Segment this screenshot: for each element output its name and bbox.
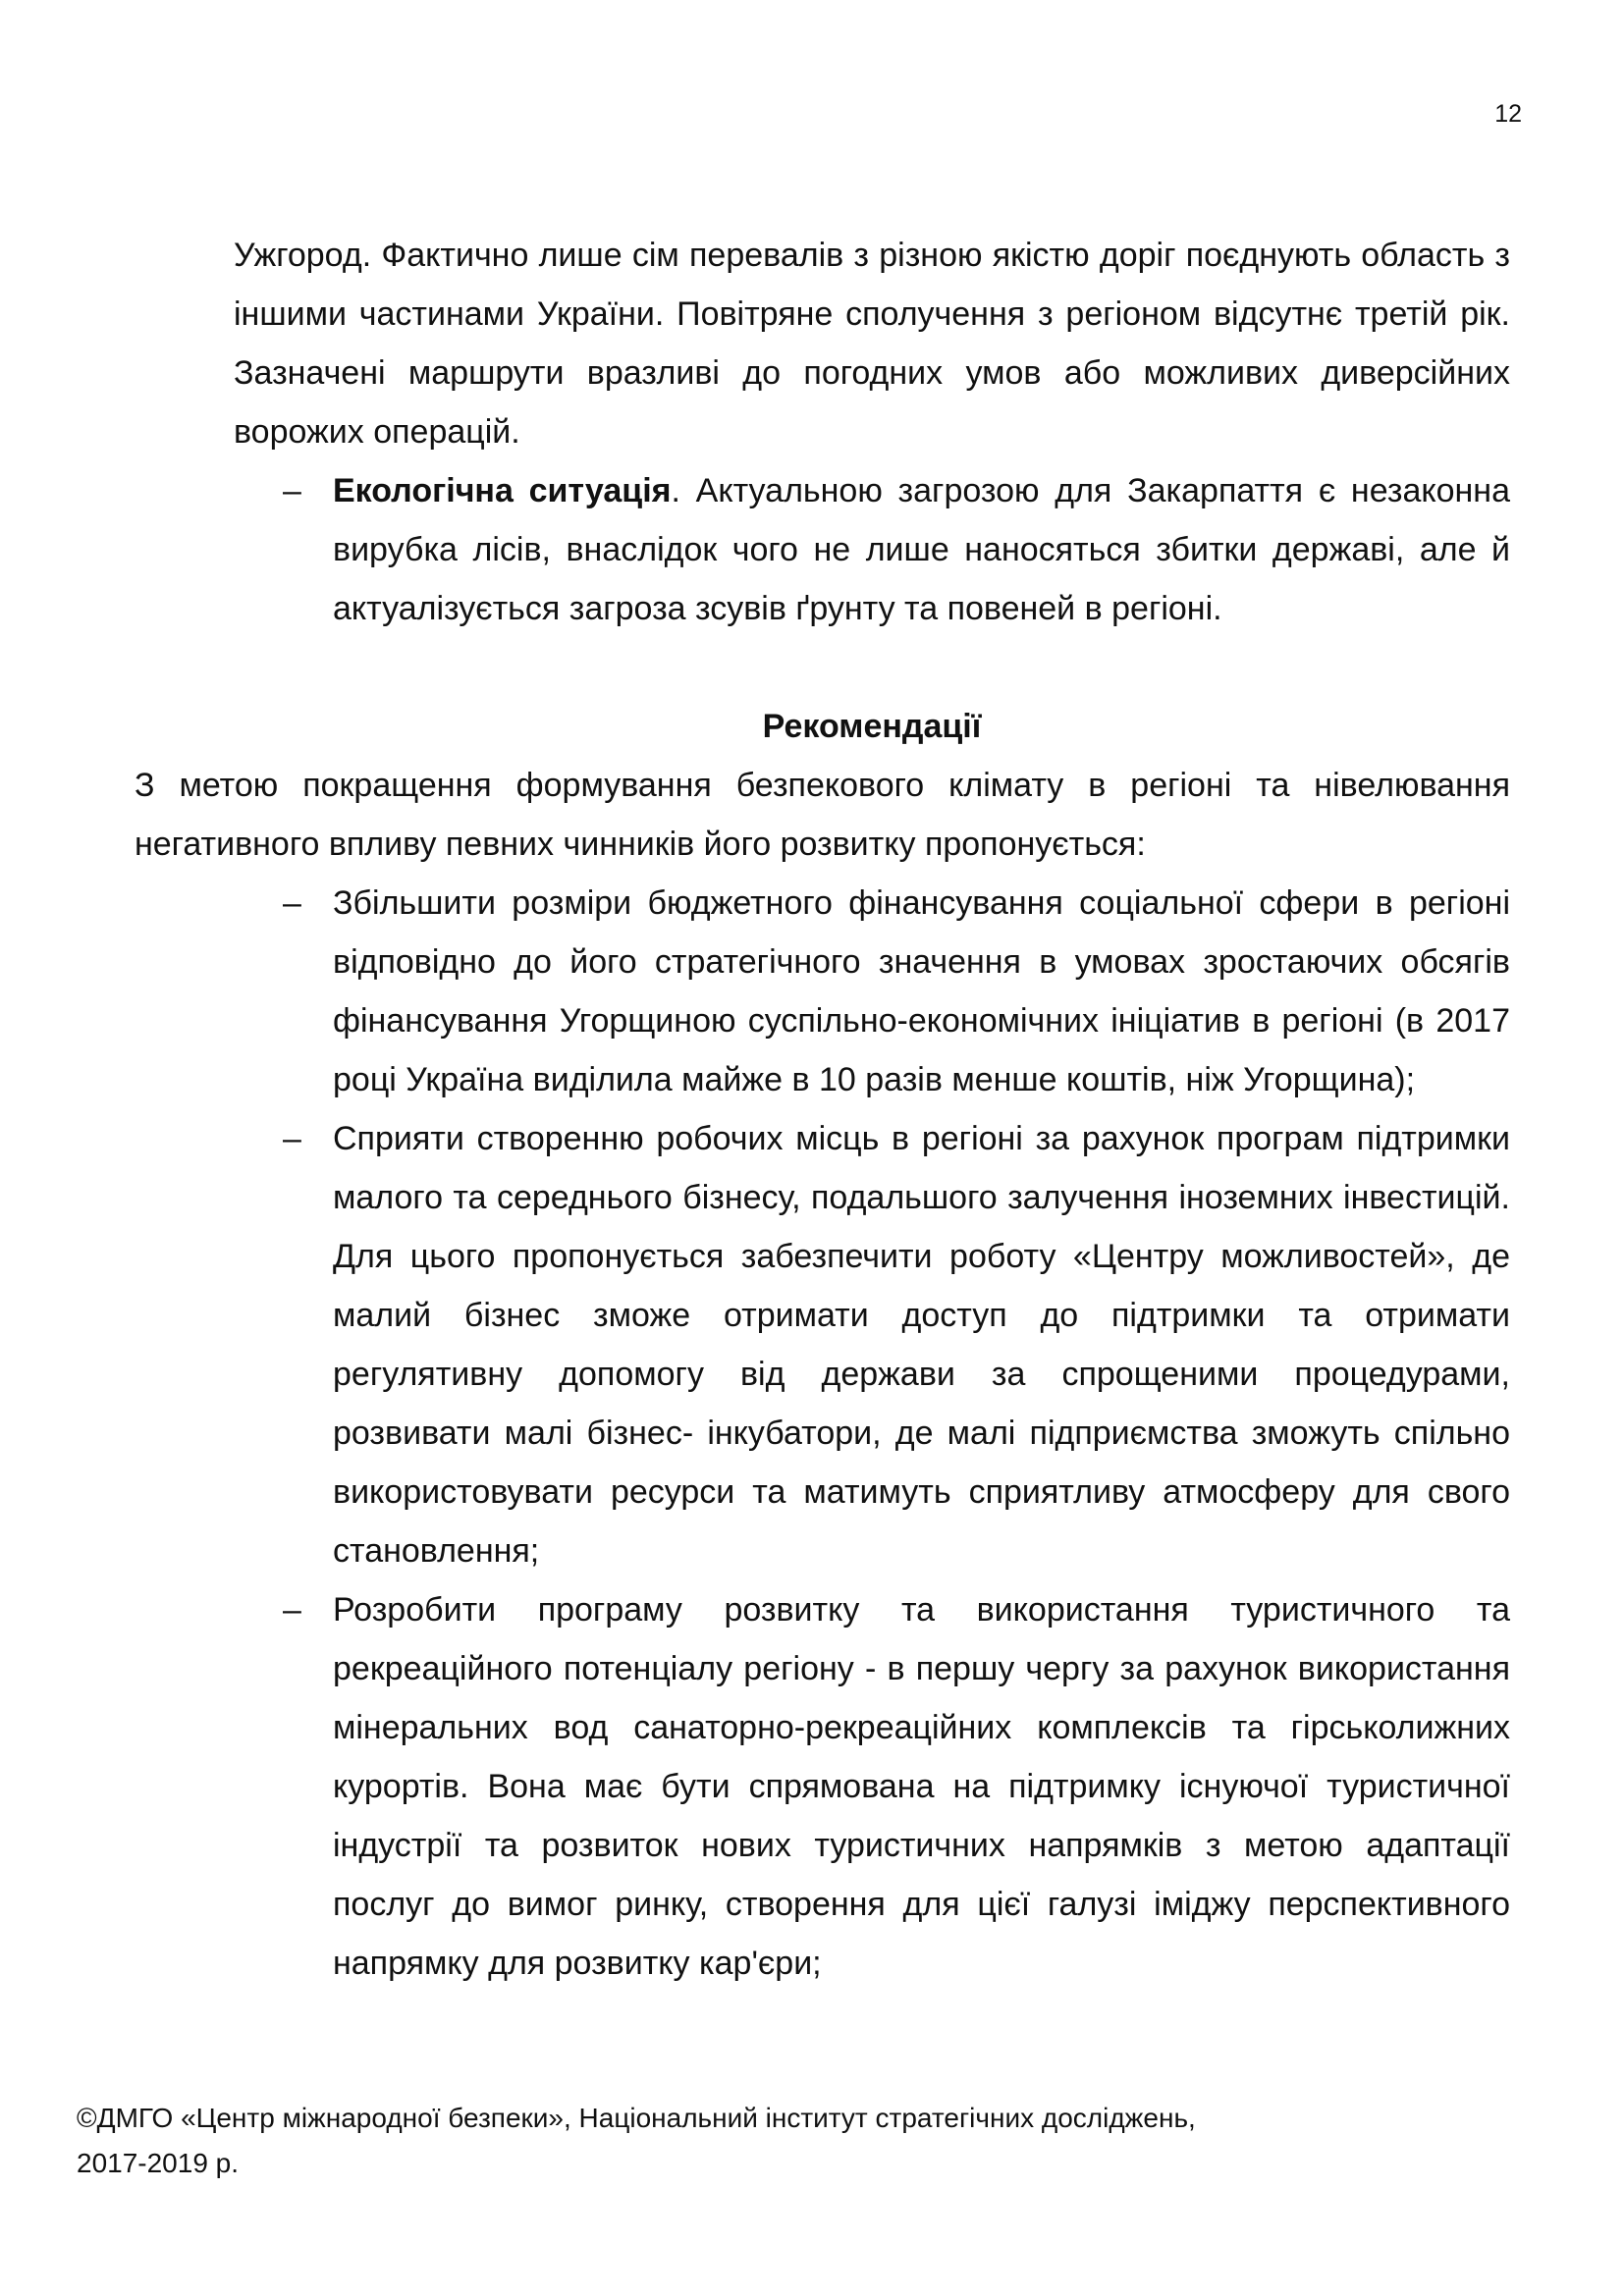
continuation-paragraph: Ужгород. Фактично лише сім перевалів з різною якістю доріг поєднують область з іншими частинами України. Повітряне сполучення з регіоном відсутнє третій рік. Зазначені маршрути вразливі до погодних умов або можливих диверсійних ворожих операцій. xyxy=(234,237,1510,451)
footer-years: 2017-2019 р. xyxy=(77,2148,240,2178)
recommendation-text: Сприяти створенню робочих місць в регіоні за рахунок програм підтримки малого та середнього бізнесу, подальшого залучення іноземних інвестицій. Для цього пропонується забезпечити роботу «Центру можливостей», де малий бізнес зможе отримати доступ до підтримки та отримати регулятивну допомогу від держави за спрощеними процедурами, розвивати малі бізнес- інкубатори, де малі підприємства зможуть спільно використовувати ресурси та матимуть сприятливу атмосферу для свого становлення; xyxy=(333,1120,1510,1570)
recommendation-item xyxy=(234,874,1510,1109)
threat-text: . Актуальною загрозою для Закарпаття є незаконна вирубка лісів, внаслідок чого не лише наносяться збитки державі, але й актуалізується загроза зсувів ґрунту та повеней в регіоні. xyxy=(333,472,1510,627)
dash-bullet: – xyxy=(283,472,301,509)
section-heading: Рекомендації xyxy=(762,708,982,745)
recommendation-text: Збільшити розміри бюджетного фінансування соціальної сфери в регіоні відповідно до його стратегічного значення в умовах зростаючих обсягів фінансування Угорщиною суспільно-економічних ініціатив в регіоні (в 2017 році Україна виділила майже в 10 разів менше коштів, ніж Угорщина); xyxy=(333,884,1510,1098)
dash-bullet: – xyxy=(283,1120,301,1157)
recommendations-intro: З метою покращення формування безпекового клімату в регіоні та нівелювання негативного впливу певних чинників його розвитку пропонується: xyxy=(135,767,1510,863)
recommendation-text: Розробити програму розвитку та використання туристичного та рекреаційного потенціалу регіону - в першу чергу за рахунок використання мінеральних вод санаторно-рекреаційних комплексів та гірськолижних курортів. Вона має бути спрямована на підтримку існуючої туристичної індустрії та розвиток нових туристичних напрямків з метою адаптації послуг до вимог ринку, створення для цієї галузі іміджу перспективного напрямку для розвитку кар'єри; xyxy=(333,1591,1510,1982)
recommendation-item xyxy=(234,1580,1510,1993)
dash-bullet: – xyxy=(283,1591,301,1629)
page-footer xyxy=(77,2096,1451,2186)
recommendation-item xyxy=(234,1109,1510,1580)
page-number: 12 xyxy=(1494,100,1522,128)
document-body xyxy=(135,226,1510,1993)
threat-title: Екологічна ситуація xyxy=(333,472,672,509)
dash-bullet: – xyxy=(283,884,301,922)
footer-copyright: ©ДМГО «Центр міжнародної безпеки», Національний інститут стратегічних досліджень, xyxy=(77,2103,1196,2133)
threat-item-ecology xyxy=(234,461,1510,638)
